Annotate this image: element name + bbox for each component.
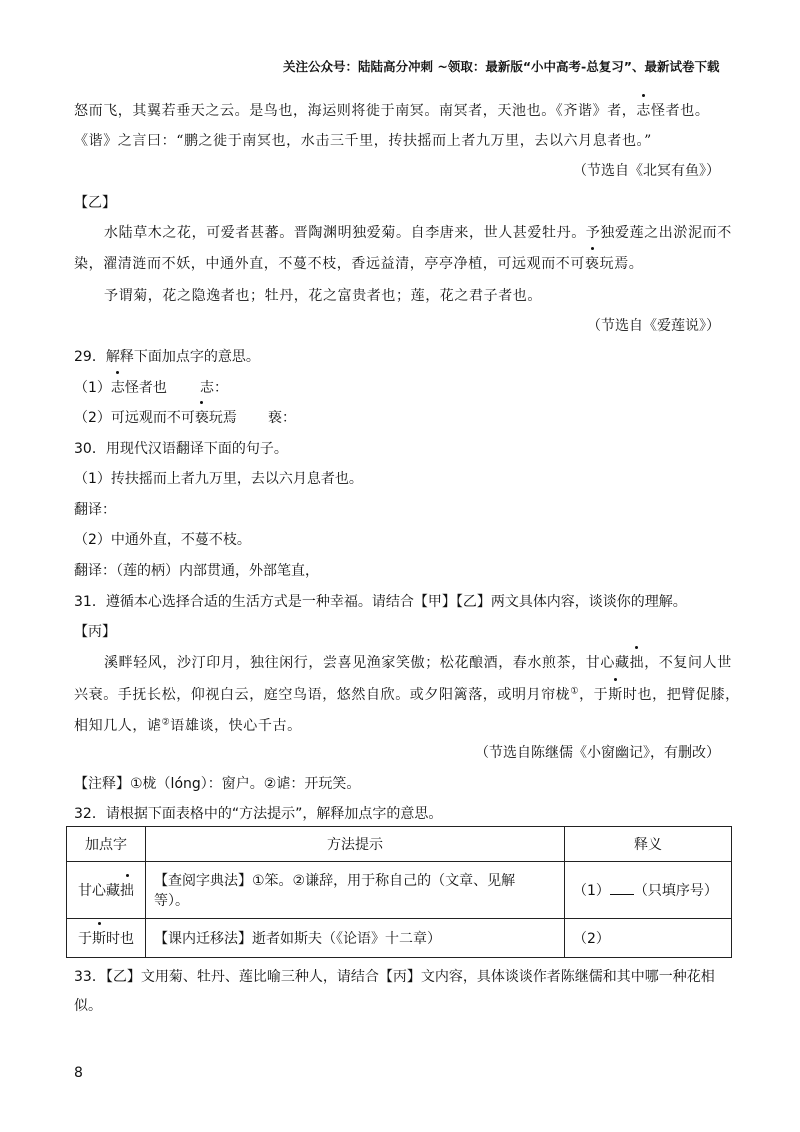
word-cell: 甘心藏拙 bbox=[67, 862, 146, 919]
page-header: 关注公众号：陆陆高分冲刺 ~领取：最新版“小中高考-总复习”、最新试卷下载 bbox=[283, 59, 720, 74]
hint-cell: 【课内迁移法】逝者如斯夫（《论语》十二章） bbox=[146, 919, 565, 958]
q33-line-1: 33．【乙】文用菊、牡丹、莲比喻三种人，请结合【丙】文内容，具体谈谈作者陈继儒和其中哪一种花相 bbox=[74, 969, 715, 985]
yi-p1-line-1: 水陆草木之花，可爱者甚蕃。晋陶渊明独爱菊。自李唐来，世人甚爱牡丹。予独爱莲之出淤泥而不 bbox=[104, 225, 732, 241]
bing-note: 【注释】①栊（lóng）：窗户。②谑：开玩笑。 bbox=[74, 776, 361, 792]
yi-label: 【乙】 bbox=[74, 195, 116, 211]
q29-item-2: （2）可远观而不可亵玩焉 bbox=[74, 407, 237, 427]
bing-source: （节选自陈继儒《小窗幽记》，有删改） bbox=[475, 745, 720, 761]
q30-title: 30．用现代汉语翻译下面的句子。 bbox=[74, 441, 288, 457]
footnote-mark: ② bbox=[161, 717, 171, 728]
yi-p2: 予谓菊，花之隐逸者也；牡丹，花之富贵者也；莲，花之君子者也。 bbox=[104, 288, 542, 304]
q29-title: 29．解释下面加点字的意思。 bbox=[74, 349, 260, 365]
q33-line-2: 似。 bbox=[74, 998, 102, 1014]
q29-answer-1[interactable]: 志： bbox=[200, 380, 228, 396]
bing-line-3: 相知几人，谑②语雄谈，快心千古。 bbox=[74, 717, 302, 734]
header-cell: 加点字 bbox=[67, 827, 146, 862]
jia-line-2: 《谐》之言曰：“鹏之徙于南冥也，水击三千里，抟扶摇而上者九万里，去以六月息者也。” bbox=[74, 133, 652, 149]
dotted-char: 亵 bbox=[585, 253, 600, 273]
q30-translation-2[interactable]: 翻译：（莲的柄）内部贯通，外部笔直， bbox=[74, 563, 319, 579]
table-header-row bbox=[67, 827, 732, 862]
method-table bbox=[66, 826, 732, 958]
dotted-char: 亵 bbox=[195, 407, 209, 427]
q29-answer-2[interactable]: 亵： bbox=[268, 410, 296, 426]
hint-cell: 【查阅字典法】①笨。②谦辞，用于称自己的（文章、见解 等）。 bbox=[146, 862, 565, 919]
header-cell: 方法提示 bbox=[146, 827, 565, 862]
jia-line-1: 怒而飞，其翼若垂天之云。是鸟也，海运则将徙于南冥。南冥者，天池也。《齐谐》者，志怪者也。 bbox=[74, 100, 709, 120]
yi-source: （节选自《爱莲说》） bbox=[587, 318, 720, 334]
answer-blank[interactable] bbox=[610, 882, 634, 895]
word-cell: 于斯时也 bbox=[67, 919, 146, 958]
dotted-char: 志 bbox=[111, 377, 125, 397]
q31-title: 31．遵循本心选择合适的生活方式是一种幸福。请结合【甲】【乙】两文具体内容，谈谈你的理解。 bbox=[74, 594, 687, 610]
dotted-char: 斯 bbox=[92, 928, 106, 948]
header-cell: 释义 bbox=[565, 827, 732, 862]
bing-line-2: 兴衰。手抚长松，仰视白云，庭空鸟语，悠然自欣。或夕阳篱落，或明月帘栊①，于斯时也，把臂促膝， bbox=[74, 684, 740, 704]
table-row bbox=[67, 919, 732, 958]
q30-translation-1[interactable]: 翻译： bbox=[74, 502, 116, 518]
q29-item-1: （1）志怪者也 bbox=[74, 377, 167, 397]
bing-line-1: 溪畔轻风，沙汀印月，独往闲行，尝喜见渔家笑傲；松花酿酒，春水煎茶，甘心藏拙，不复问人世 bbox=[104, 652, 732, 672]
answer-cell[interactable]: （1） （只填序号） bbox=[565, 862, 732, 919]
q32-title: 32．请根据下面表格中的“方法提示”，解释加点字的意思。 bbox=[74, 806, 443, 822]
dotted-char: 斯 bbox=[608, 684, 623, 704]
q30-sentence-2: （2）中通外直，不蔓不枝。 bbox=[74, 532, 251, 548]
dotted-char: 拙 bbox=[120, 880, 134, 900]
bing-label: 【丙】 bbox=[74, 624, 116, 640]
footnote-mark: ① bbox=[570, 686, 580, 697]
yi-p1-line-2: 染，濯清涟而不妖，中通外直，不蔓不枝，香远益清，亭亭净植，可远观而不可亵玩焉。 bbox=[74, 253, 643, 273]
page-number: 8 bbox=[74, 1065, 83, 1081]
q30-sentence-1: （1）抟扶摇而上者九万里，去以六月息者也。 bbox=[74, 471, 363, 487]
table-row bbox=[67, 862, 732, 919]
answer-cell[interactable]: （2） bbox=[565, 919, 732, 958]
dotted-char: 拙 bbox=[630, 652, 645, 672]
dotted-char: 志 bbox=[636, 100, 651, 120]
jia-source: （节选自《北冥有鱼》） bbox=[573, 163, 720, 179]
